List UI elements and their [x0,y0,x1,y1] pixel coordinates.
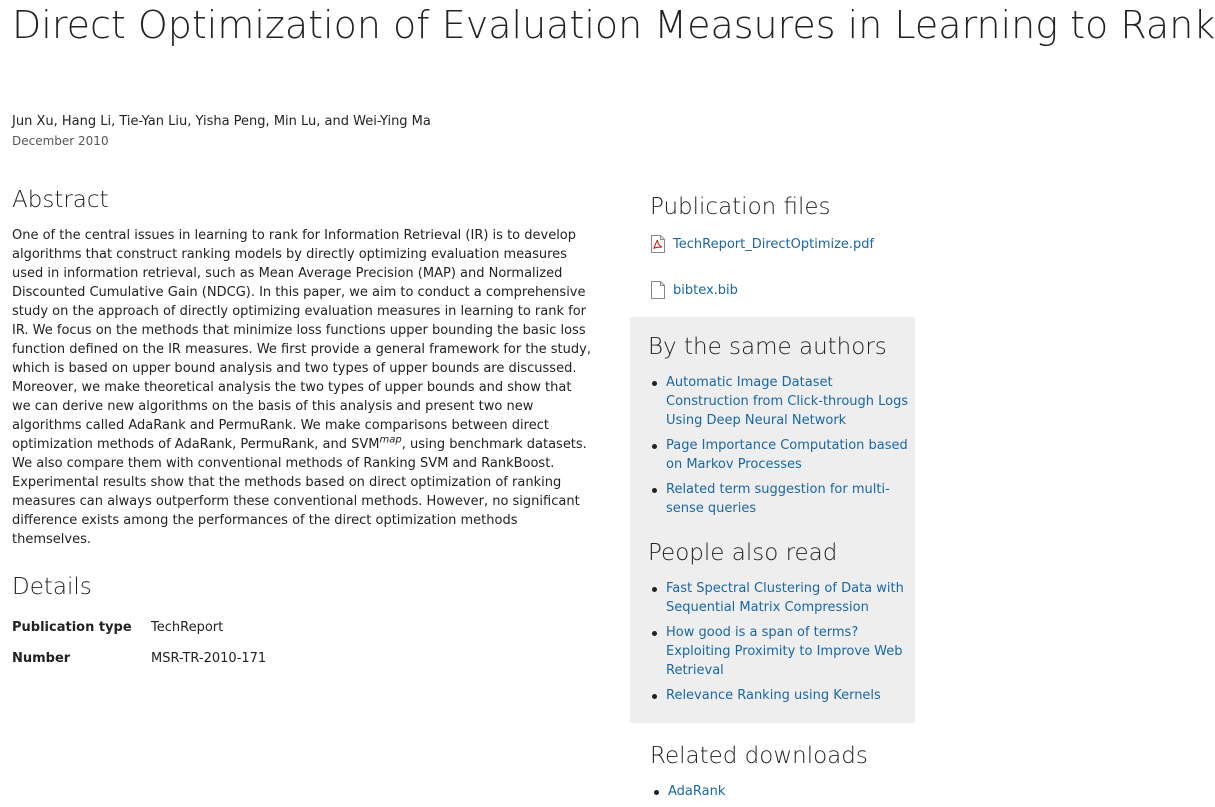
details-heading: Details [12,574,92,600]
abstract-text [12,226,592,549]
abstract-superscript: map [379,434,402,446]
list-item [648,436,912,474]
related-downloads-list [650,782,914,807]
same-authors-link[interactable]: Page Importance Computation based on Markov Processes [666,438,908,472]
list-item [648,480,912,518]
file-link-bib[interactable] [650,281,880,300]
details-key: Publication type [12,620,132,635]
abstract-heading: Abstract [12,187,109,213]
file-name[interactable]: bibtex.bib [673,283,738,298]
details-key: Number [12,651,71,666]
related-downloads-heading: Related downloads [650,743,868,769]
same-authors-link[interactable]: Automatic Image Dataset Construction from Click-through Logs Using Deep Neural Network [666,375,909,428]
abstract-text-before: One of the central issues in learning to rank for Information Retrieval (IR) is to develop algorithms that construct ranking models by directly optimizing evaluation measures used in information retrieval, such as Mean Average Precision (MAP) and Normalized Discounted Cumulative Gain (NDCG). In this paper, we aim to conduct a comprehensive study on the approach of directly optimizing evaluation measures in learning to rank for IR. We focus on the methods that minimize loss functions upper bounding the basic loss function defined on the IR measures. We first provide a general framework for the study, which is based on upper bound analysis and two types of upper bounds are discussed. Moreover, we make theoretical analysis the two types of upper bounds and show that we can derive new algorithms on the basis of this analysis and present two new algorithms called AdaRank and PermuRank. We make comparisons between direct optimization methods of AdaRank, PermuRank, and SVM [12,228,591,452]
list-item [648,373,912,430]
details-row-publication-type [12,619,223,637]
related-download-link[interactable]: AdaRank [668,784,726,799]
document-icon [650,281,666,305]
list-item [648,686,912,705]
details-row-number [12,650,266,668]
abstract-text-after: , using benchmark datasets. We also compare them with conventional methods of Ranking SVM and RankBoost. Experimental results show that the methods based on direct optimization of ranking measures can always outperform these conventional methods. However, no significant difference exists among the performances of the direct optimization methods themselves. [12,437,587,547]
publication-date: December 2010 [12,134,109,148]
list-item [648,579,912,617]
list-item [650,782,914,801]
file-link-pdf[interactable] [650,235,880,254]
details-value: MSR-TR-2010-171 [151,651,267,666]
details-value: TechReport [151,620,224,635]
same-authors-list [648,373,912,524]
page-title: Direct Optimization of Evaluation Measures in Learning to Rank [12,3,1215,47]
also-read-list [648,579,912,711]
authors-line: Jun Xu, Hang Li, Tie-Yan Liu, Yisha Peng, Min Lu, and Wei-Ying Ma [12,114,431,129]
also-read-heading: People also read [648,540,838,566]
also-read-link[interactable]: Relevance Ranking using Kernels [666,688,881,703]
list-item [648,623,912,680]
also-read-link[interactable]: Fast Spectral Clustering of Data with Sequential Matrix Compression [666,581,904,615]
same-authors-link[interactable]: Related term suggestion for multi-sense queries [666,482,890,516]
file-name[interactable]: TechReport_DirectOptimize.pdf [673,237,875,252]
publication-files-heading: Publication files [650,194,831,220]
also-read-link[interactable]: How good is a span of terms? Exploiting Proximity to Improve Web Retrieval [666,625,903,678]
same-authors-heading: By the same authors [648,334,887,360]
pdf-file-icon [650,235,666,259]
